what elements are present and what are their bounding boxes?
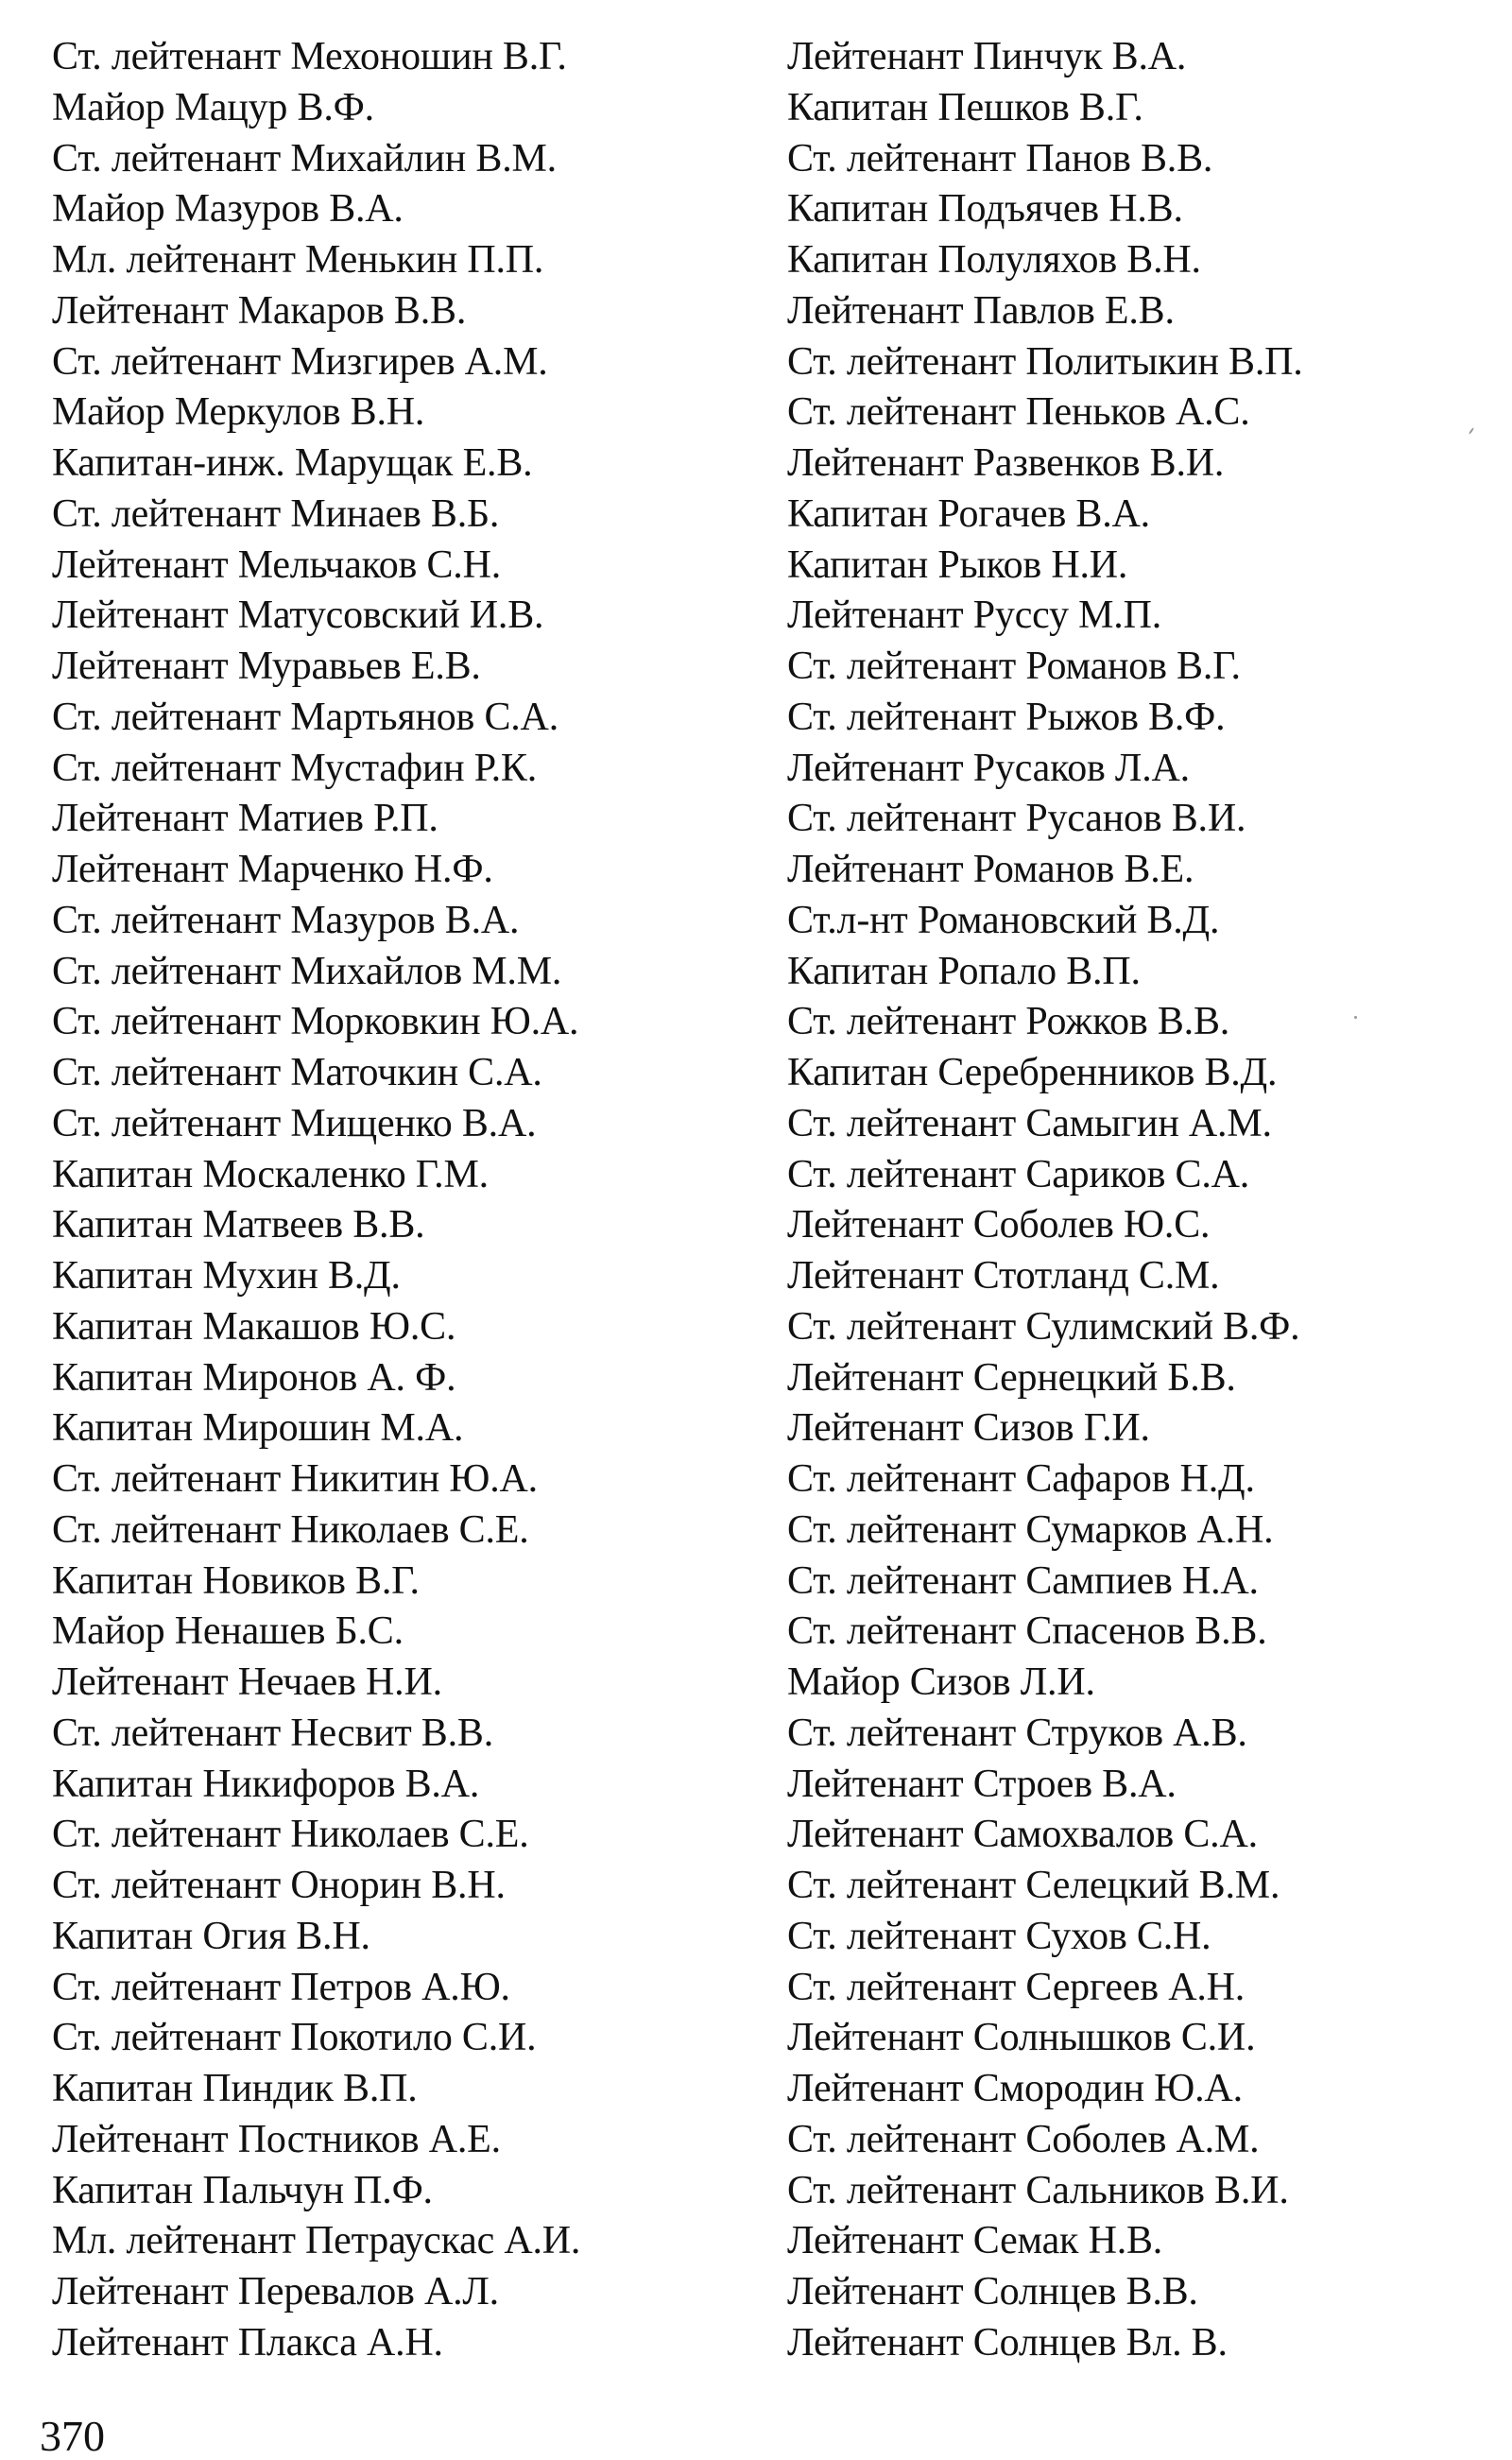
list-item: Лейтенант Стотланд С.М. (787, 1254, 1220, 1298)
list-item: Капитан Ропало В.П. (787, 949, 1141, 993)
list-item: Майор Мазуров В.А. (52, 187, 404, 232)
list-item: Ст. лейтенант Петров А.Ю. (52, 1965, 510, 2009)
list-item: Лейтенант Мельчаков С.Н. (52, 542, 502, 587)
list-item: Ст. лейтенант Русанов В.И. (787, 797, 1246, 841)
list-item: Ст. лейтенант Пеньков А.С. (787, 390, 1250, 435)
list-item: Ст. лейтенант Мехоношин В.Г. (52, 35, 567, 78)
list-item: Мл. лейтенант Менькин П.П. (52, 238, 544, 282)
list-item: Ст. лейтенант Мустафин Р.К. (52, 746, 538, 790)
list-item: Ст. лейтенант Рыжов В.Ф. (787, 695, 1226, 739)
list-item: Лейтенант Сизов Г.И. (787, 1406, 1150, 1451)
list-item: Ст. лейтенант Сальников В.И. (787, 2168, 1289, 2212)
list-item: Лейтенант Русаков Л.А. (787, 746, 1190, 790)
list-item: Майор Сизов Л.И. (787, 1660, 1095, 1704)
list-item: Лейтенант Постников А.Е. (52, 2117, 501, 2161)
list-item: Ст. лейтенант Онорин В.Н. (52, 1864, 506, 1907)
scan-speck (1354, 1016, 1357, 1019)
list-item: Капитан Полуляхов В.Н. (787, 238, 1201, 282)
list-item: Лейтенант Руссу М.П. (787, 593, 1162, 638)
list-item: Капитан Пиндик В.П. (52, 2067, 418, 2110)
list-item: Ст. лейтенант Никитин Ю.А. (52, 1457, 538, 1501)
list-item: Лейтенант Строев В.А. (787, 1762, 1177, 1806)
list-item: Лейтенант Матиев Р.П. (52, 797, 438, 841)
list-item: Ст. лейтенант Минаев В.Б. (52, 491, 500, 536)
list-item: Капитан Пальчун П.Ф. (52, 2168, 433, 2212)
list-item: Ст. лейтенант Несвит В.В. (52, 1711, 494, 1755)
list-item: Лейтенант Солнцев В.В. (787, 2270, 1198, 2314)
list-item: Лейтенант Семак Н.В. (787, 2219, 1163, 2263)
list-item: Ст.л-нт Романовский В.Д. (787, 898, 1220, 942)
list-item: Ст. лейтенант Политыкин В.П. (787, 339, 1303, 384)
right-name-column (787, 32, 1486, 2369)
list-item: Лейтенант Плакса А.Н. (52, 2320, 443, 2365)
list-item: Ст. лейтенант Мищенко В.А. (52, 1101, 537, 1145)
list-item: Капитан Мухин В.Д. (52, 1254, 401, 1298)
list-item: Капитан Рогачев В.А. (787, 491, 1150, 536)
list-item: Лейтенант Смородин Ю.А. (787, 2067, 1243, 2110)
list-item: Ст. лейтенант Маточкин С.А. (52, 1051, 542, 1094)
list-item: Капитан Макашов Ю.С. (52, 1304, 456, 1349)
list-item: Ст. лейтенант Сергеев А.Н. (787, 1965, 1246, 2009)
list-item: Лейтенант Муравьев Е.В. (52, 645, 481, 688)
list-item: Лейтенант Самохвалов С.А. (787, 1813, 1258, 1857)
list-item: Капитан Мирошин М.А. (52, 1406, 464, 1451)
list-item: Капитан Миронов А. Ф. (52, 1355, 456, 1400)
list-item: Ст. лейтенант Мизгирев А.М. (52, 339, 548, 384)
list-item: Ст. лейтенант Сулимский В.Ф. (787, 1304, 1300, 1349)
list-item: Лейтенант Сернецкий Б.В. (787, 1355, 1236, 1400)
list-item: Лейтенант Марченко Н.Ф. (52, 848, 493, 891)
list-item: Ст. лейтенант Спасенов В.В. (787, 1609, 1267, 1654)
list-item: Лейтенант Соболев Ю.С. (787, 1203, 1211, 1247)
list-item: Ст. лейтенант Селецкий В.М. (787, 1864, 1280, 1907)
list-item: Лейтенант Павлов Е.В. (787, 288, 1175, 333)
list-item: Ст. лейтенант Струков А.В. (787, 1711, 1247, 1755)
list-item: Ст. лейтенант Рожков В.В. (787, 1000, 1230, 1044)
list-item: Ст. лейтенант Сампиев Н.А. (787, 1558, 1259, 1603)
list-item: Ст. лейтенант Покотило С.И. (52, 2016, 537, 2060)
list-item: Капитан Огия В.Н. (52, 1914, 370, 1958)
list-item: Ст. лейтенант Михайлов М.М. (52, 949, 562, 993)
list-item: Майор Ненашев Б.С. (52, 1609, 404, 1654)
list-item: Ст. лейтенант Николаев С.Е. (52, 1507, 529, 1552)
list-item: Ст. лейтенант Сумарков А.Н. (787, 1507, 1274, 1552)
list-item: Капитан Москаленко Г.М. (52, 1152, 489, 1196)
list-item: Майор Меркулов В.Н. (52, 390, 425, 435)
page-number: 370 (40, 2412, 105, 2460)
list-item: Ст. лейтенант Сухов С.Н. (787, 1914, 1211, 1958)
list-item: Капитан Рыков Н.И. (787, 542, 1128, 587)
list-item: Лейтенант Развенков В.И. (787, 441, 1225, 485)
list-item: Лейтенант Солнцев Вл. В. (787, 2320, 1228, 2365)
list-item: Лейтенант Нечаев Н.И. (52, 1660, 442, 1704)
list-item: Ст. лейтенант Михайлин В.М. (52, 136, 557, 181)
list-item: Капитан Подъячев Н.В. (787, 187, 1183, 232)
list-item: Лейтенант Пинчук В.А. (787, 35, 1187, 78)
list-item: Ст. лейтенант Сафаров Н.Д. (787, 1457, 1255, 1501)
list-item: Мл. лейтенант Петраускас А.И. (52, 2219, 581, 2263)
left-name-column (52, 32, 751, 2369)
list-item: Ст. лейтенант Соболев А.М. (787, 2117, 1260, 2161)
list-item: Капитан Новиков В.Г. (52, 1558, 420, 1603)
list-item: Капитан Никифоров В.А. (52, 1762, 480, 1806)
list-item: Ст. лейтенант Романов В.Г. (787, 645, 1241, 688)
list-item: Лейтенант Перевалов А.Л. (52, 2270, 499, 2314)
list-item: Ст. лейтенант Морковкин Ю.А. (52, 1000, 579, 1044)
list-item: Ст. лейтенант Панов В.В. (787, 136, 1213, 181)
list-item: Капитан Матвеев В.В. (52, 1203, 425, 1247)
list-item: Ст. лейтенант Самыгин А.М. (787, 1101, 1272, 1145)
list-item: Лейтенант Макаров В.В. (52, 288, 467, 333)
list-item: Ст. лейтенант Мазуров В.А. (52, 898, 520, 942)
list-item: Ст. лейтенант Сариков С.А. (787, 1152, 1250, 1196)
list-item: Майор Мацур В.Ф. (52, 85, 374, 129)
list-item: Ст. лейтенант Николаев С.Е. (52, 1813, 529, 1857)
list-item: Капитан-инж. Марущак Е.В. (52, 441, 533, 485)
list-item: Капитан Серебренников В.Д. (787, 1051, 1278, 1094)
list-item: Лейтенант Солнышков С.И. (787, 2016, 1256, 2060)
list-item: Лейтенант Матусовский И.В. (52, 593, 544, 638)
list-item: Лейтенант Романов В.Е. (787, 848, 1194, 891)
list-item: Капитан Пешков В.Г. (787, 85, 1143, 129)
list-item: Ст. лейтенант Мартьянов С.А. (52, 695, 558, 739)
